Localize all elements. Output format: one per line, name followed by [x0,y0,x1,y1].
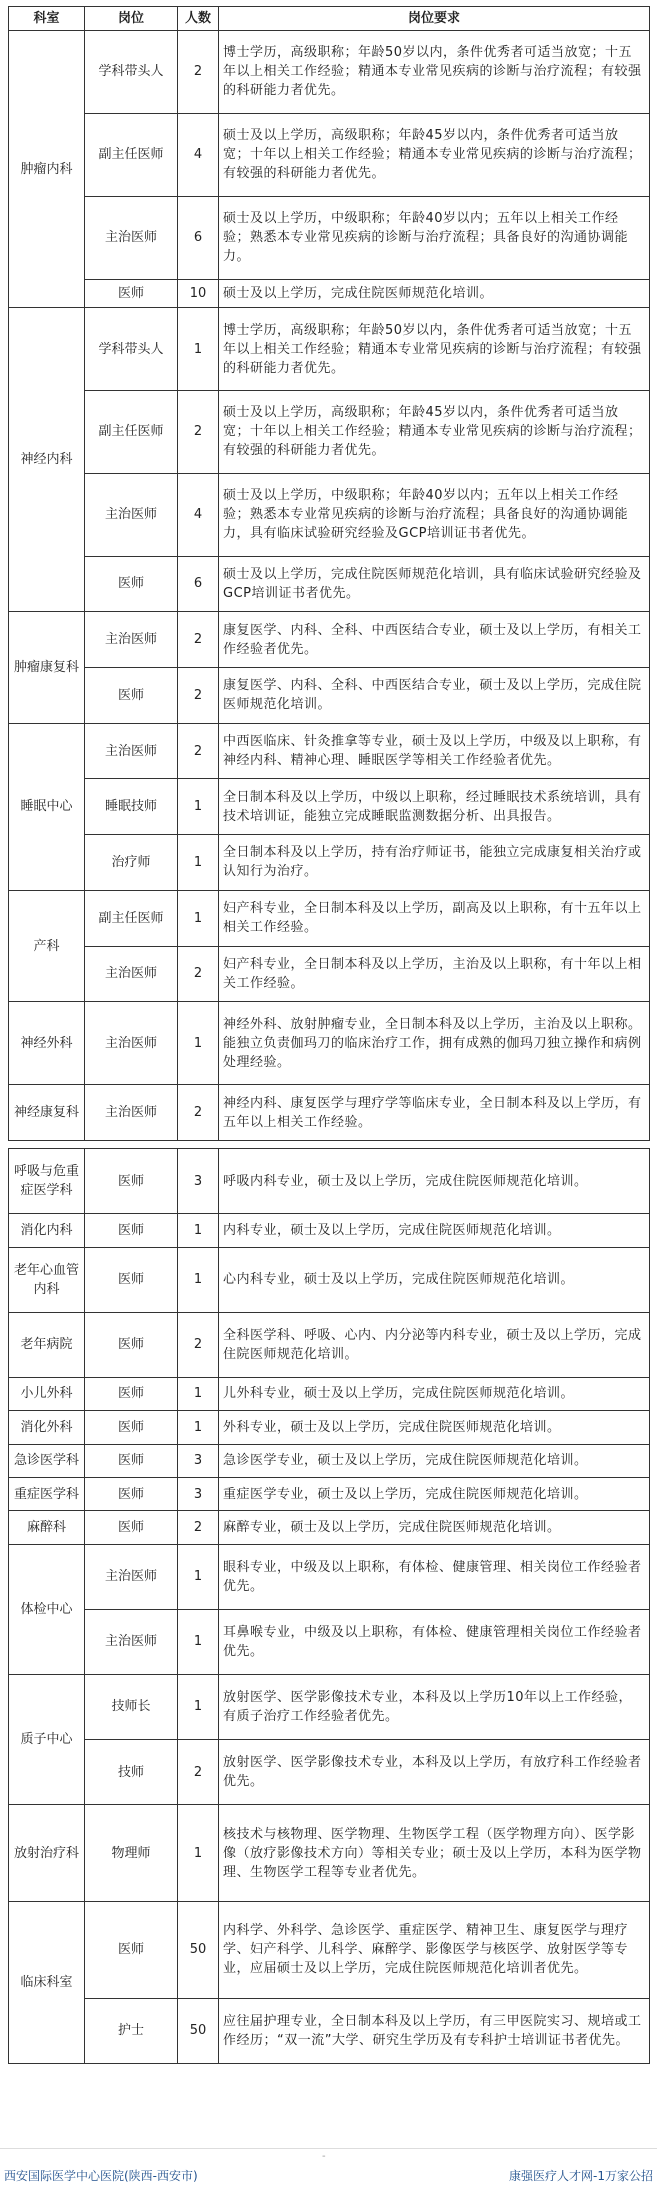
count-cell: 1 [178,835,219,891]
table-row [9,390,650,473]
requirement-cell: 中西医临床、针灸推拿等专业，硕士及以上学历，中级及以上职称，有神经内科、精神心理、睡眠医学等相关工作经验者优先。 [219,723,650,779]
requirement-cell: 麻醉专业，硕士及以上学历，完成住院医师规范化培训。 [219,1511,650,1544]
post-cell: 治疗师 [85,835,178,891]
page-mark: - [322,2151,326,2162]
count-cell: 2 [178,946,219,1002]
post-cell: 技师 [85,1740,178,1805]
requirement-cell: 耳鼻喉专业，中级及以上职称，有体检、健康管理相关岗位工作经验者优先。 [219,1609,650,1674]
requirement-cell: 博士学历，高级职称；年龄50岁以内，条件优秀者可适当放宽；十五年以上相关工作经验；精通本专业常见疾病的诊断与治疗流程；有较强的科研能力者优先。 [219,308,650,391]
count-cell: 1 [178,1002,219,1085]
table-row [9,1674,650,1739]
footer-source-left: 西安国际医学中心医院(陕西-西安市) [4,2169,198,2183]
dept-cell: 肿瘤康复科 [9,612,85,723]
requirement-cell: 重症医学专业，硕士及以上学历，完成住院医师规范化培训。 [219,1477,650,1510]
dept-cell: 老年心血管内科 [9,1247,85,1312]
table-row [9,1511,650,1544]
table-header-row [9,7,650,31]
requirement-cell: 呼吸内科专业，硕士及以上学历，完成住院医师规范化培训。 [219,1149,650,1214]
count-cell: 2 [178,1511,219,1544]
header-post: 岗位 [85,7,178,31]
requirement-cell: 应往届护理专业，全日制本科及以上学历，有三甲医院实习、规培或工作经历；“双一流”大学、研究生学历及有专科护士培训证书者优先。 [219,1998,650,2063]
post-cell: 医师 [85,279,178,308]
post-cell: 睡眠技师 [85,779,178,835]
table-row [9,1998,650,2063]
table-row [9,1477,650,1510]
post-cell: 医师 [85,1214,178,1247]
count-cell: 1 [178,308,219,391]
requirement-cell: 硕士及以上学历，高级职称；年龄45岁以内，条件优秀者可适当放宽；十年以上相关工作经验；精通本专业常见疾病的诊断与治疗流程；有较强的科研能力者优先。 [219,113,650,196]
post-cell: 技师长 [85,1674,178,1739]
table-body-1 [9,31,650,1141]
table-row [9,1002,650,1085]
table-row [9,279,650,308]
count-cell: 50 [178,1998,219,2063]
table-row [9,890,650,946]
dept-cell: 神经内科 [9,308,85,612]
footer-source-right: 康强医疗人才网-1万家公招 [509,2169,653,2183]
table-row [9,779,650,835]
post-cell: 主治医师 [85,946,178,1002]
dept-cell: 临床科室 [9,1901,85,2063]
post-cell: 医师 [85,1444,178,1477]
count-cell: 3 [178,1149,219,1214]
dept-cell: 小儿外科 [9,1377,85,1410]
post-cell: 副主任医师 [85,390,178,473]
post-cell: 主治医师 [85,612,178,668]
dept-cell: 消化外科 [9,1411,85,1444]
requirement-cell: 儿外科专业，硕士及以上学历，完成住院医师规范化培训。 [219,1377,650,1410]
table-row [9,113,650,196]
count-cell: 2 [178,31,219,114]
count-cell: 1 [178,1609,219,1674]
count-cell: 2 [178,1312,219,1377]
count-cell: 4 [178,473,219,556]
recruitment-table-part1 [8,6,650,1141]
count-cell: 1 [178,1377,219,1410]
dept-cell: 质子中心 [9,1674,85,1804]
requirement-cell: 硕士及以上学历，中级职称；年龄40岁以内；五年以上相关工作经验；熟悉本专业常见疾病的诊断与治疗流程；具备良好的沟通协调能力，具有临床试验研究经验及GCP培训证书者优先。 [219,473,650,556]
header-count: 人数 [178,7,219,31]
table-body-2 [9,1149,650,2064]
dept-cell: 肿瘤内科 [9,31,85,308]
requirement-cell: 神经外科、放射肿瘤专业，全日制本科及以上学历，主治及以上职称。能独立负责伽玛刀的临床治疗工作，拥有成熟的伽玛刀独立操作和病例处理经验。 [219,1002,650,1085]
count-cell: 1 [178,1214,219,1247]
post-cell: 医师 [85,556,178,612]
count-cell: 3 [178,1477,219,1510]
count-cell: 50 [178,1901,219,1998]
header-dept: 科室 [9,7,85,31]
dept-cell: 重症医学科 [9,1477,85,1510]
count-cell: 2 [178,668,219,724]
count-cell: 1 [178,1247,219,1312]
count-cell: 3 [178,1444,219,1477]
table-row [9,668,650,724]
table-row [9,612,650,668]
table-row [9,946,650,1002]
dept-cell: 消化内科 [9,1214,85,1247]
requirement-cell: 全日制本科及以上学历，中级以上职称，经过睡眠技术系统培训，具有技术培训证，能独立完成睡眠监测数据分析、出具报告。 [219,779,650,835]
count-cell: 1 [178,1805,219,1902]
dept-cell: 呼吸与危重症医学科 [9,1149,85,1214]
count-cell: 4 [178,113,219,196]
table-row [9,1544,650,1609]
count-cell: 2 [178,723,219,779]
post-cell: 医师 [85,668,178,724]
requirement-cell: 核技术与核物理、医学物理、生物医学工程（医学物理方向）、医学影像（放疗影像技术方向）等相关专业；硕士及以上学历，本科为医学物理、生物医学工程等专业者优先。 [219,1805,650,1902]
count-cell: 1 [178,779,219,835]
dept-cell: 神经外科 [9,1002,85,1085]
post-cell: 物理师 [85,1805,178,1902]
count-cell: 2 [178,612,219,668]
table-row [9,1609,650,1674]
post-cell: 副主任医师 [85,113,178,196]
requirement-cell: 硕士及以上学历，中级职称；年龄40岁以内；五年以上相关工作经验；熟悉本专业常见疾病的诊断与治疗流程；具备良好的沟通协调能力。 [219,196,650,279]
requirement-cell: 硕士及以上学历，高级职称；年龄45岁以内，条件优秀者可适当放宽；十年以上相关工作经验；精通本专业常见疾病的诊断与治疗流程；有较强的科研能力者优先。 [219,390,650,473]
requirement-cell: 硕士及以上学历，完成住院医师规范化培训，具有临床试验研究经验及GCP培训证书者优先。 [219,556,650,612]
table-row [9,1901,650,1998]
requirement-cell: 妇产科专业，全日制本科及以上学历，副高及以上职称，有十五年以上相关工作经验。 [219,890,650,946]
requirement-cell: 心内科专业，硕士及以上学历，完成住院医师规范化培训。 [219,1247,650,1312]
table-row [9,1085,650,1141]
table-row [9,31,650,114]
table-row [9,723,650,779]
requirement-cell: 博士学历，高级职称；年龄50岁以内，条件优秀者可适当放宽；十五年以上相关工作经验；精通本专业常见疾病的诊断与治疗流程；有较强的科研能力者优先。 [219,31,650,114]
post-cell: 主治医师 [85,196,178,279]
dept-cell: 急诊医学科 [9,1444,85,1477]
requirement-cell: 全日制本科及以上学历，持有治疗师证书，能独立完成康复相关治疗或认知行为治疗。 [219,835,650,891]
requirement-cell: 妇产科专业，全日制本科及以上学历，主治及以上职称，有十年以上相关工作经验。 [219,946,650,1002]
page-footer [0,2148,657,2191]
post-cell: 医师 [85,1377,178,1410]
table-row [9,1247,650,1312]
table-row [9,473,650,556]
requirement-cell: 神经内科、康复医学与理疗学等临床专业，全日制本科及以上学历，有五年以上相关工作经验。 [219,1085,650,1141]
dept-cell: 睡眠中心 [9,723,85,890]
post-cell: 医师 [85,1511,178,1544]
dept-cell: 体检中心 [9,1544,85,1674]
recruitment-table-part2 [8,1148,650,2064]
requirement-cell: 放射医学、医学影像技术专业，本科及以上学历，有放疗科工作经验者优先。 [219,1740,650,1805]
table-row [9,1444,650,1477]
post-cell: 主治医师 [85,1002,178,1085]
count-cell: 2 [178,1740,219,1805]
post-cell: 学科带头人 [85,308,178,391]
post-cell: 副主任医师 [85,890,178,946]
post-cell: 医师 [85,1477,178,1510]
table-row [9,1214,650,1247]
header-requirement: 岗位要求 [219,7,650,31]
count-cell: 1 [178,890,219,946]
table-row [9,196,650,279]
count-cell: 1 [178,1411,219,1444]
post-cell: 医师 [85,1901,178,1998]
table-row [9,1740,650,1805]
post-cell: 主治医师 [85,1085,178,1141]
dept-cell: 放射治疗科 [9,1805,85,1902]
requirement-cell: 急诊医学专业，硕士及以上学历，完成住院医师规范化培训。 [219,1444,650,1477]
requirement-cell: 放射医学、医学影像技术专业，本科及以上学历10年以上工作经验，有质子治疗工作经验者优先。 [219,1674,650,1739]
post-cell: 医师 [85,1411,178,1444]
table-row [9,556,650,612]
dept-cell: 神经康复科 [9,1085,85,1141]
post-cell: 主治医师 [85,1544,178,1609]
table-row [9,1149,650,1214]
requirement-cell: 硕士及以上学历，完成住院医师规范化培训。 [219,279,650,308]
post-cell: 医师 [85,1247,178,1312]
count-cell: 2 [178,1085,219,1141]
dept-cell: 老年病院 [9,1312,85,1377]
post-cell: 主治医师 [85,473,178,556]
requirement-cell: 外科专业，硕士及以上学历，完成住院医师规范化培训。 [219,1411,650,1444]
count-cell: 1 [178,1674,219,1739]
count-cell: 1 [178,1544,219,1609]
requirement-cell: 康复医学、内科、全科、中西医结合专业，硕士及以上学历，有相关工作经验者优先。 [219,612,650,668]
table-row [9,308,650,391]
dept-cell: 产科 [9,890,85,1001]
count-cell: 2 [178,390,219,473]
requirement-cell: 内科学、外科学、急诊医学、重症医学、精神卫生、康复医学与理疗学、妇产科学、儿科学、麻醉学、影像医学与核医学、放射医学等专业，应届硕士及以上学历，完成住院医师规范化培训者优先。 [219,1901,650,1998]
count-cell: 6 [178,556,219,612]
post-cell: 医师 [85,1312,178,1377]
table-row [9,835,650,891]
post-cell: 主治医师 [85,1609,178,1674]
post-cell: 主治医师 [85,723,178,779]
requirement-cell: 眼科专业，中级及以上职称，有体检、健康管理、相关岗位工作经验者优先。 [219,1544,650,1609]
post-cell: 学科带头人 [85,31,178,114]
table-row [9,1377,650,1410]
count-cell: 10 [178,279,219,308]
table-row [9,1805,650,1902]
post-cell: 医师 [85,1149,178,1214]
dept-cell: 麻醉科 [9,1511,85,1544]
requirement-cell: 内科专业，硕士及以上学历，完成住院医师规范化培训。 [219,1214,650,1247]
table-row [9,1312,650,1377]
requirement-cell: 康复医学、内科、全科、中西医结合专业，硕士及以上学历，完成住院医师规范化培训。 [219,668,650,724]
requirement-cell: 全科医学科、呼吸、心内、内分泌等内科专业，硕士及以上学历，完成住院医师规范化培训。 [219,1312,650,1377]
table-row [9,1411,650,1444]
count-cell: 6 [178,196,219,279]
post-cell: 护士 [85,1998,178,2063]
